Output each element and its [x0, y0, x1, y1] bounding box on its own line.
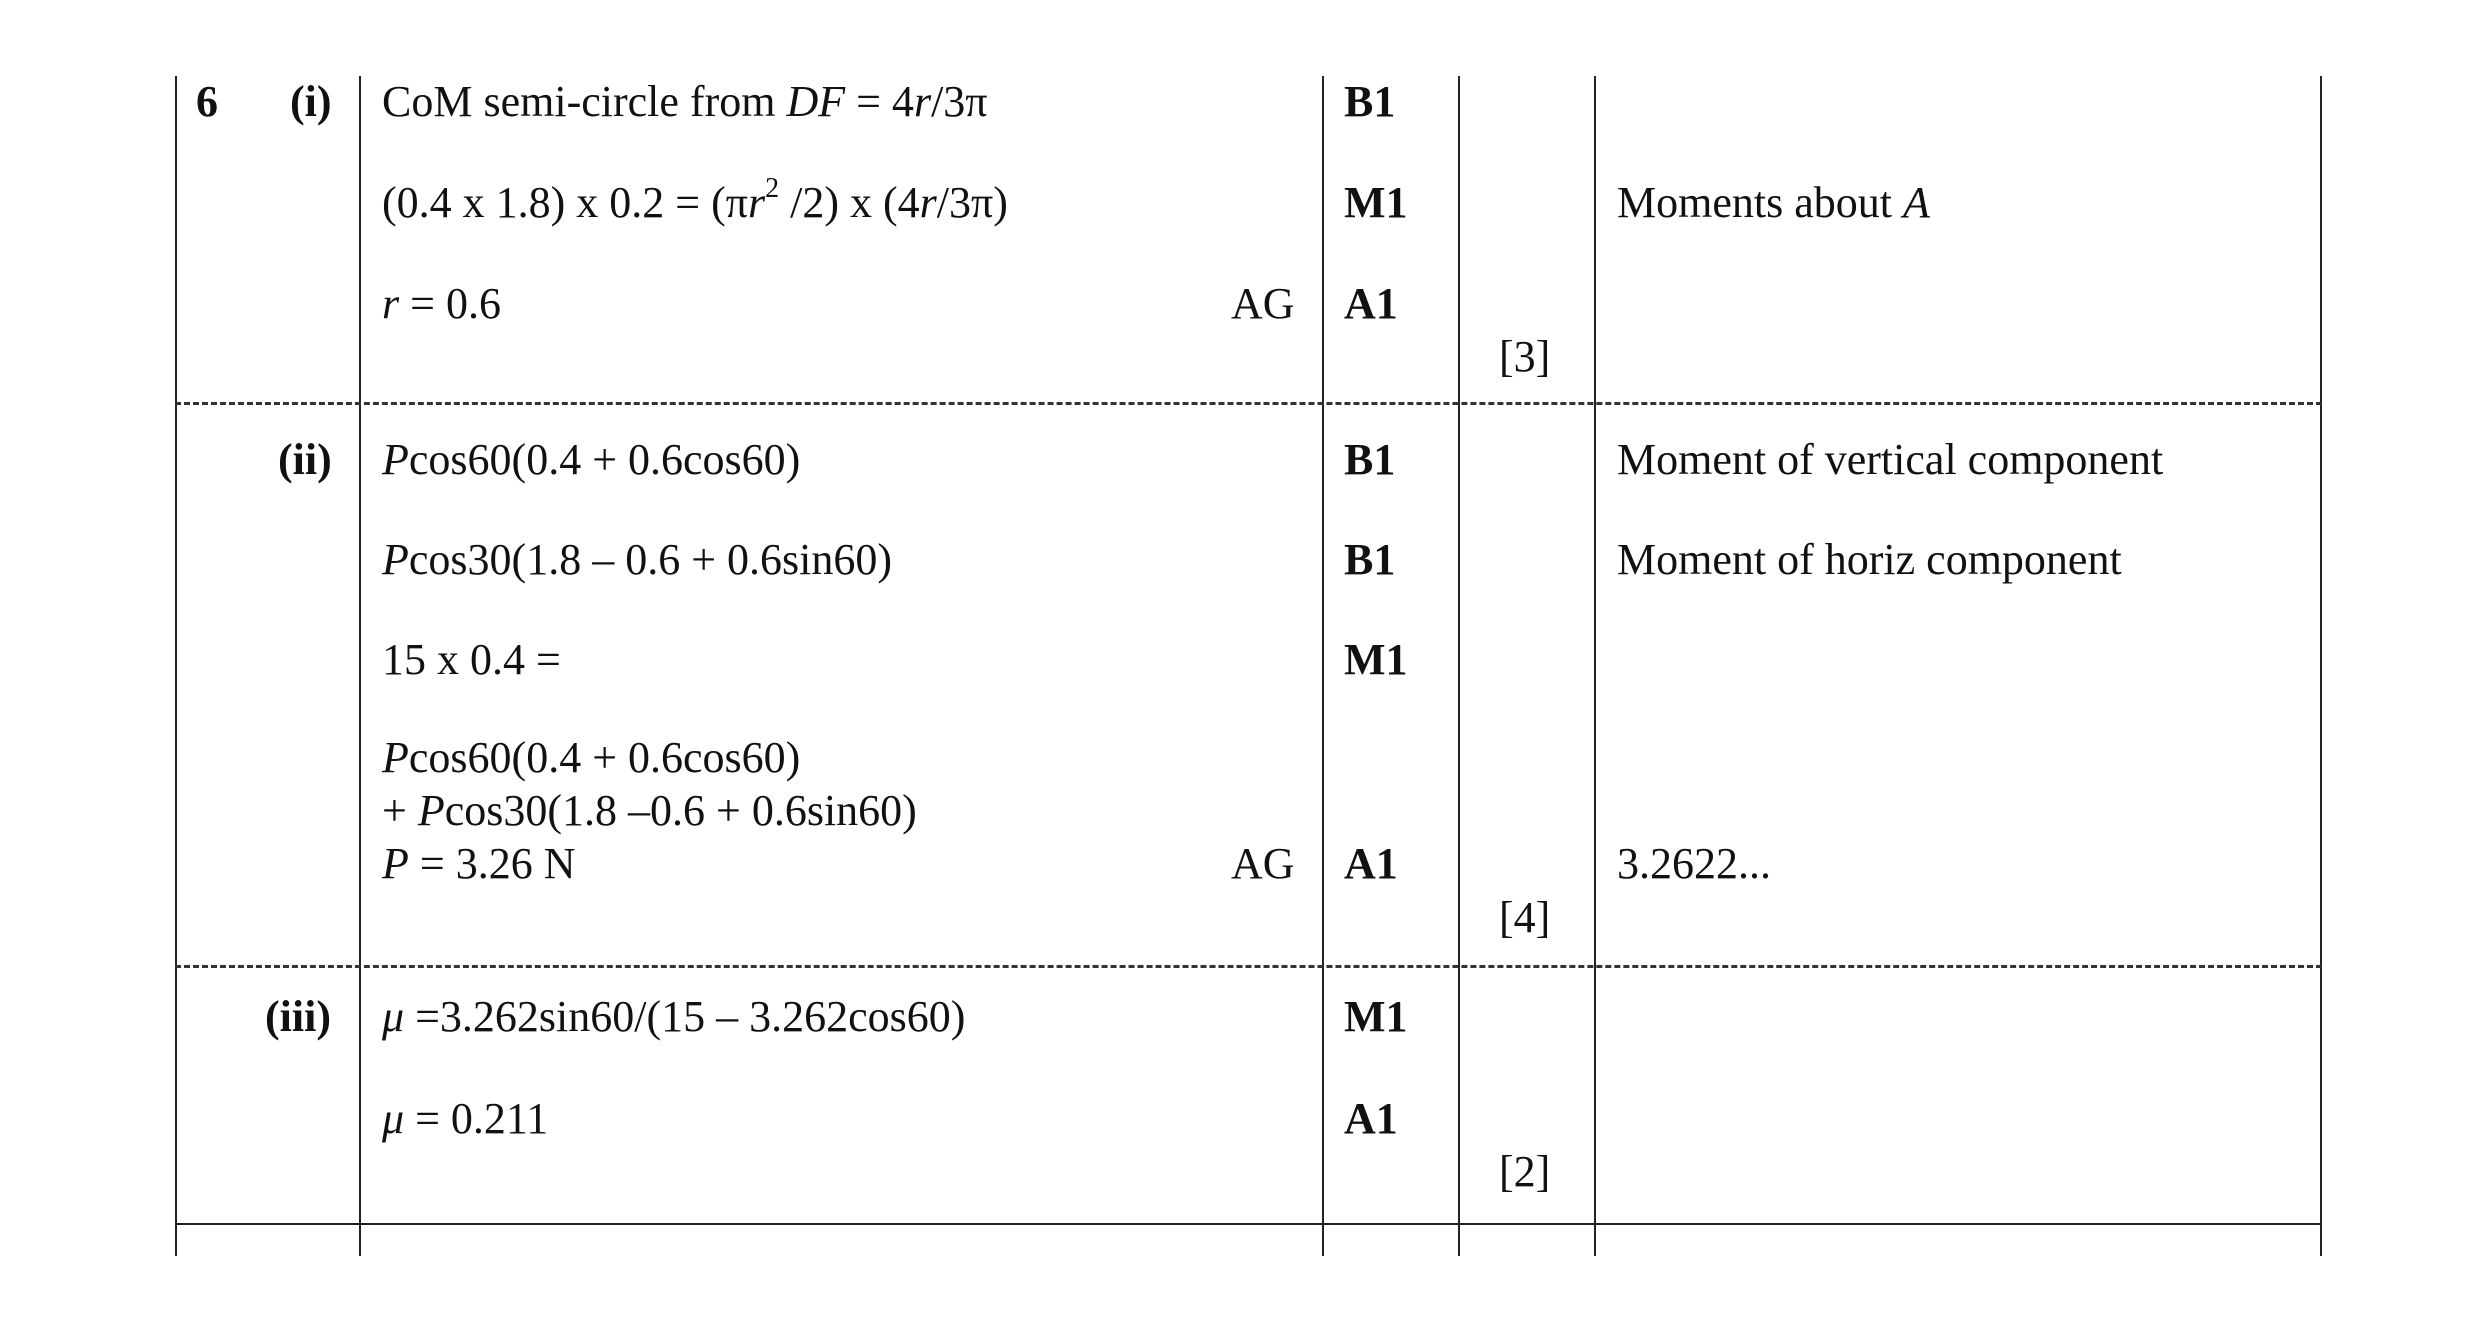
part-ii-line-3: 15 x 0.4 = — [382, 635, 561, 684]
mark-code: B1 — [1344, 77, 1396, 126]
part-total: [4] — [1499, 893, 1551, 942]
part-i-line-2: (0.4 x 1.8) x $0.2 = (\pi r^2$ /2) x (4r/3π) — [382, 173, 1008, 227]
comment: Moments about A — [1617, 178, 1930, 227]
part-total: [3] — [1499, 332, 1551, 381]
table-right-border — [2320, 76, 2322, 1256]
ag-marker: AG — [1231, 279, 1295, 328]
comment: 3.2622... — [1617, 839, 1771, 888]
part-divider-2 — [175, 965, 2322, 968]
part-iii-line-1: μ =3.262sin60/(15 – 3.262cos60) — [382, 992, 966, 1041]
mark-code: M1 — [1344, 635, 1408, 684]
mark-code: M1 — [1344, 178, 1408, 227]
ag-marker: AG — [1231, 839, 1295, 888]
part-iii-line-2: μ = 0.211 — [382, 1094, 549, 1143]
question-number: 6 — [196, 77, 218, 126]
table-left-border — [175, 76, 177, 1256]
part-label-iii: (iii) — [265, 992, 331, 1041]
part-i-line-3: r = 0.6 — [382, 279, 501, 328]
part-ii-line-5: + Pcos30(1.8 –0.6 + 0.6sin60) — [382, 786, 917, 835]
mark-code: B1 — [1344, 435, 1396, 484]
answer-column-divider — [1322, 76, 1324, 1256]
part-ii-line-6: P = 3.26 N — [382, 839, 576, 888]
part-ii-line-4: Pcos60(0.4 + 0.6cos60) — [382, 733, 801, 782]
total-column-divider — [1594, 76, 1596, 1256]
part-label-i: (i) — [290, 77, 332, 126]
mark-code: A1 — [1344, 279, 1398, 328]
part-i-line-1: CoM semi-circle from DF = 4r/3π — [382, 77, 988, 126]
part-ii-line-1: Pcos60(0.4 + 0.6cos60) — [382, 435, 801, 484]
mark-column-divider — [1458, 76, 1460, 1256]
table-bottom-rule — [175, 1223, 2322, 1225]
part-total: [2] — [1499, 1147, 1551, 1196]
mark-code: A1 — [1344, 1094, 1398, 1143]
part-divider-1 — [175, 402, 2322, 405]
mark-code: M1 — [1344, 992, 1408, 1041]
part-label-ii: (ii) — [278, 435, 332, 484]
comment: Moment of horiz component — [1617, 535, 2122, 584]
label-column-divider — [359, 76, 361, 1256]
comment: Moment of vertical component — [1617, 435, 2164, 484]
mark-code: A1 — [1344, 839, 1398, 888]
part-ii-line-2: Pcos30(1.8 – 0.6 + 0.6sin60) — [382, 535, 893, 584]
mark-code: B1 — [1344, 535, 1396, 584]
